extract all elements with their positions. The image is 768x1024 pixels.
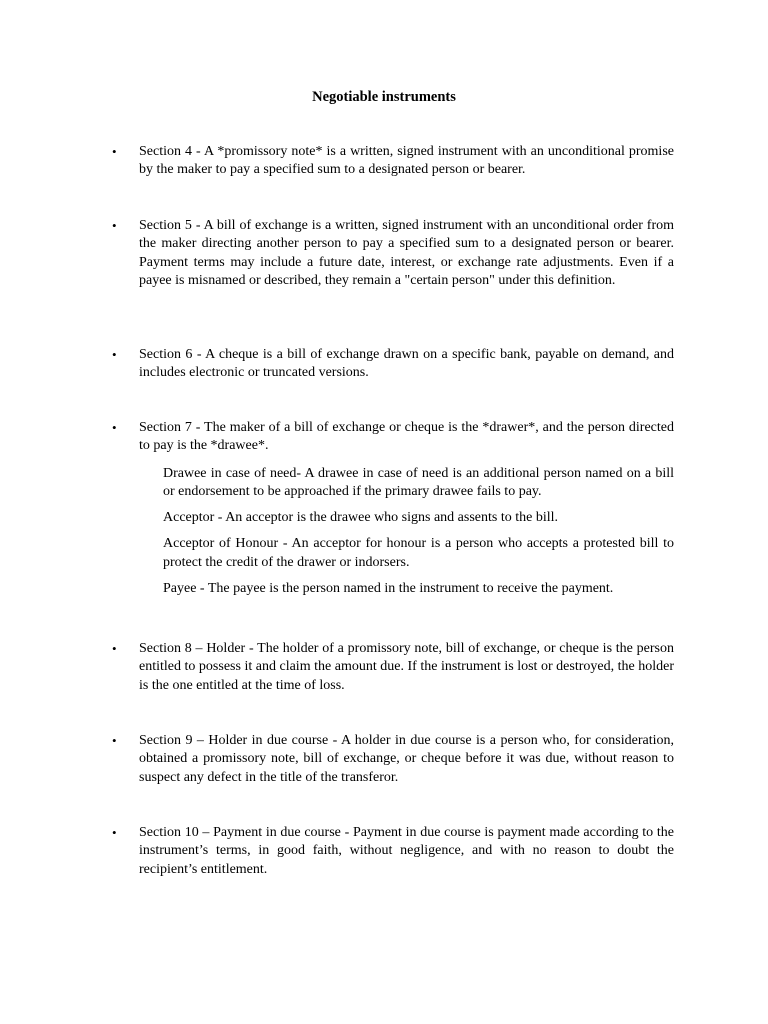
section-text: Section 6 - A cheque is a bill of exchange drawn on a specific bank, payable on demand, and includes electronic or truncated versions. <box>139 347 674 381</box>
section-text: Section 5 - A bill of exchange is a written, signed instrument with an unconditional order from the maker directing another person to pay a specified sum to a designated person or bearer. Payment terms may include a future date, interest, or exchange rate adjustments. Even if a payee is misnamed or described, they remain a "certain person" under this definition. <box>139 218 674 288</box>
section-text: Section 4 - A *promissory note* is a written, signed instrument with an unconditional promise by the maker to pay a specified sum to a designated person or bearer. <box>139 144 674 178</box>
definition-drawee-in-case-of-need: Drawee in case of need- A drawee in case of need is an additional person named on a bill or endorsement to be approached if the primary drawee fails to pay. <box>163 465 674 499</box>
bullet: • <box>112 733 117 748</box>
bullet: • <box>112 347 117 362</box>
document-title: Negotiable instruments <box>312 89 456 105</box>
section-7 <box>112 419 674 598</box>
section-4 <box>112 143 674 180</box>
section-10 <box>112 824 674 879</box>
section-8 <box>112 640 674 695</box>
section-5 <box>112 217 674 290</box>
bullet: • <box>112 218 117 233</box>
definition-payee: Payee - The payee is the person named in the instrument to receive the payment. <box>163 581 614 597</box>
section-text: Section 7 - The maker of a bill of exchange or cheque is the *drawer*, and the person directed to pay is the *drawee*. <box>139 420 674 454</box>
definition-acceptor: Acceptor - An acceptor is the drawee who signs and assents to the bill. <box>163 510 559 526</box>
bullet: • <box>112 641 117 656</box>
section-9 <box>112 732 674 787</box>
bullet: • <box>112 825 117 840</box>
definition-acceptor-of-honour: Acceptor of Honour - An acceptor for honour is a person who accepts a protested bill to protect the credit of the drawer or indorsers. <box>163 536 674 570</box>
section-6 <box>112 346 674 383</box>
section-text: Section 9 – Holder in due course - A holder in due course is a person who, for consideration, obtained a promissory note, bill of exchange, or cheque before it was due, without reason to suspect any defect in the title of the transferor. <box>139 733 674 785</box>
bullet: • <box>112 420 117 435</box>
section-text: Section 8 – Holder - The holder of a promissory note, bill of exchange, or cheque is the person entitled to possess it and claim the amount due. If the instrument is lost or destroyed, the holder is the one entitled at the time of loss. <box>139 641 674 693</box>
section-text: Section 10 – Payment in due course - Payment in due course is payment made according to the instrument’s terms, in good faith, without negligence, and with no reason to doubt the recipient’s entitlement. <box>139 825 674 877</box>
bullet: • <box>112 144 117 159</box>
